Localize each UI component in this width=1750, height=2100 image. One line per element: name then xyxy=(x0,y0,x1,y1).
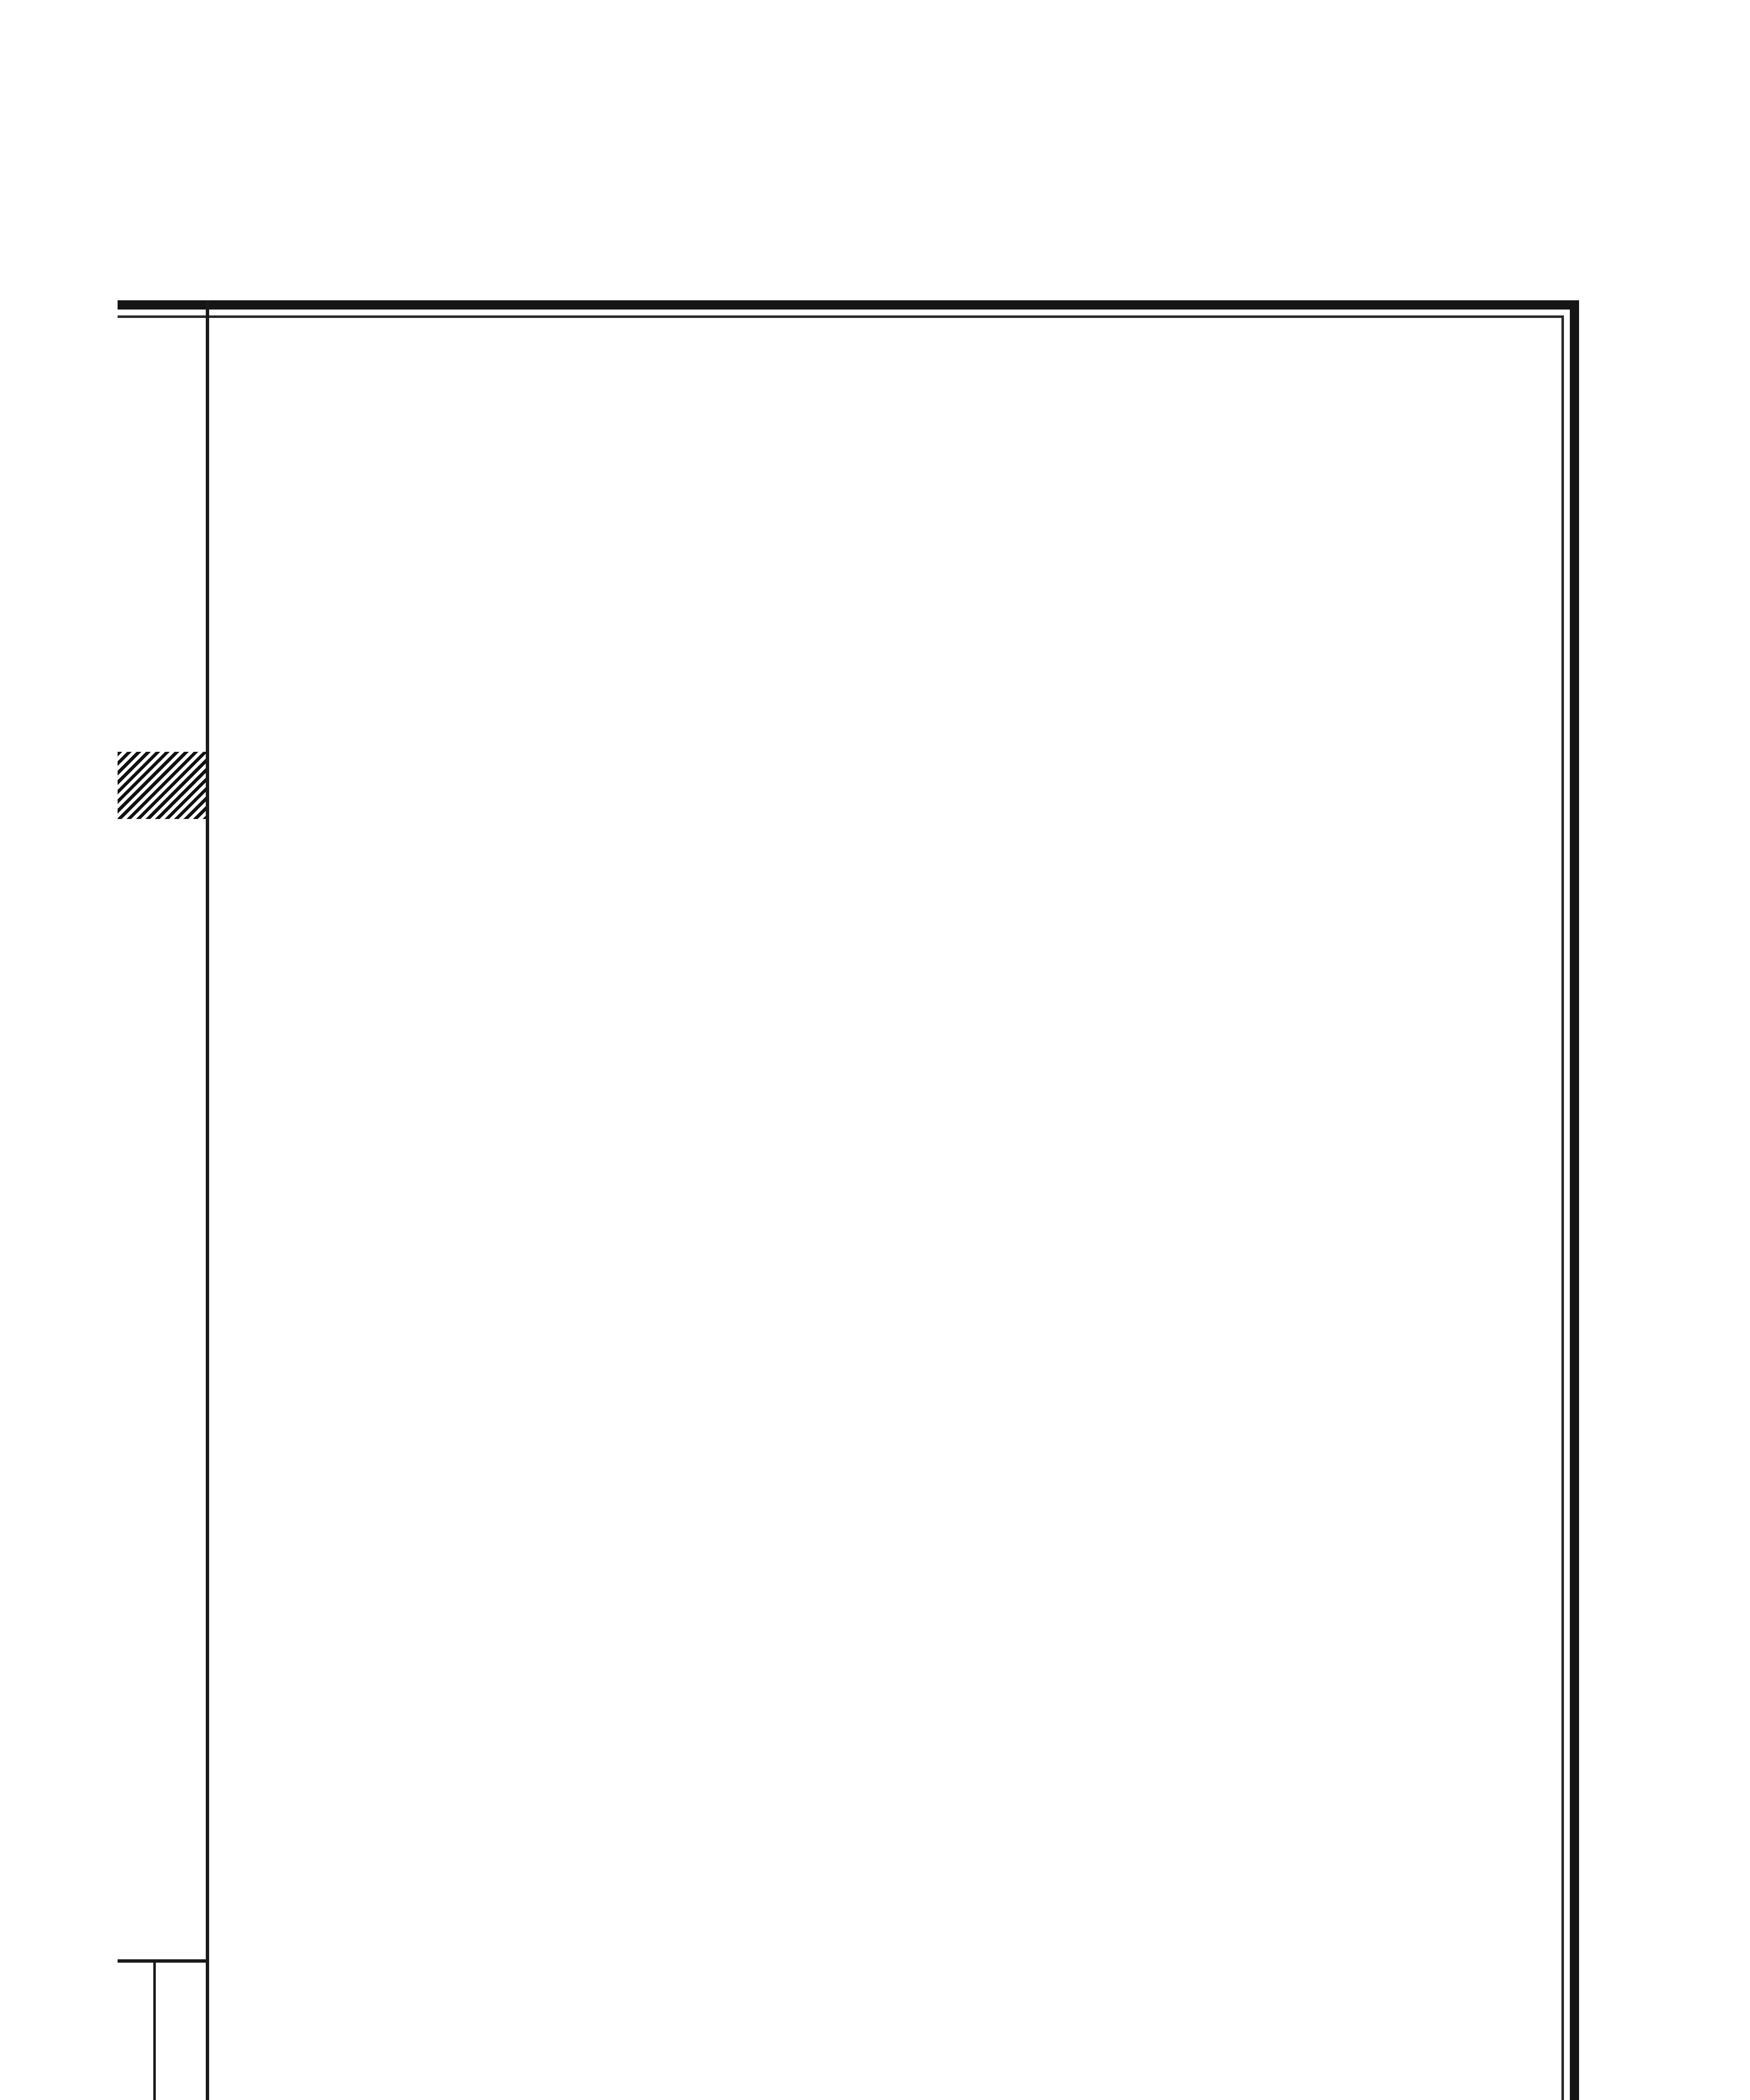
margin-divider xyxy=(118,1959,206,1963)
margin-rule xyxy=(206,300,209,2100)
page-frame xyxy=(118,300,1579,2100)
margin-divider-vertical xyxy=(153,1959,156,2100)
fishtail-mark xyxy=(118,752,206,819)
inner-frame xyxy=(118,315,1564,2100)
